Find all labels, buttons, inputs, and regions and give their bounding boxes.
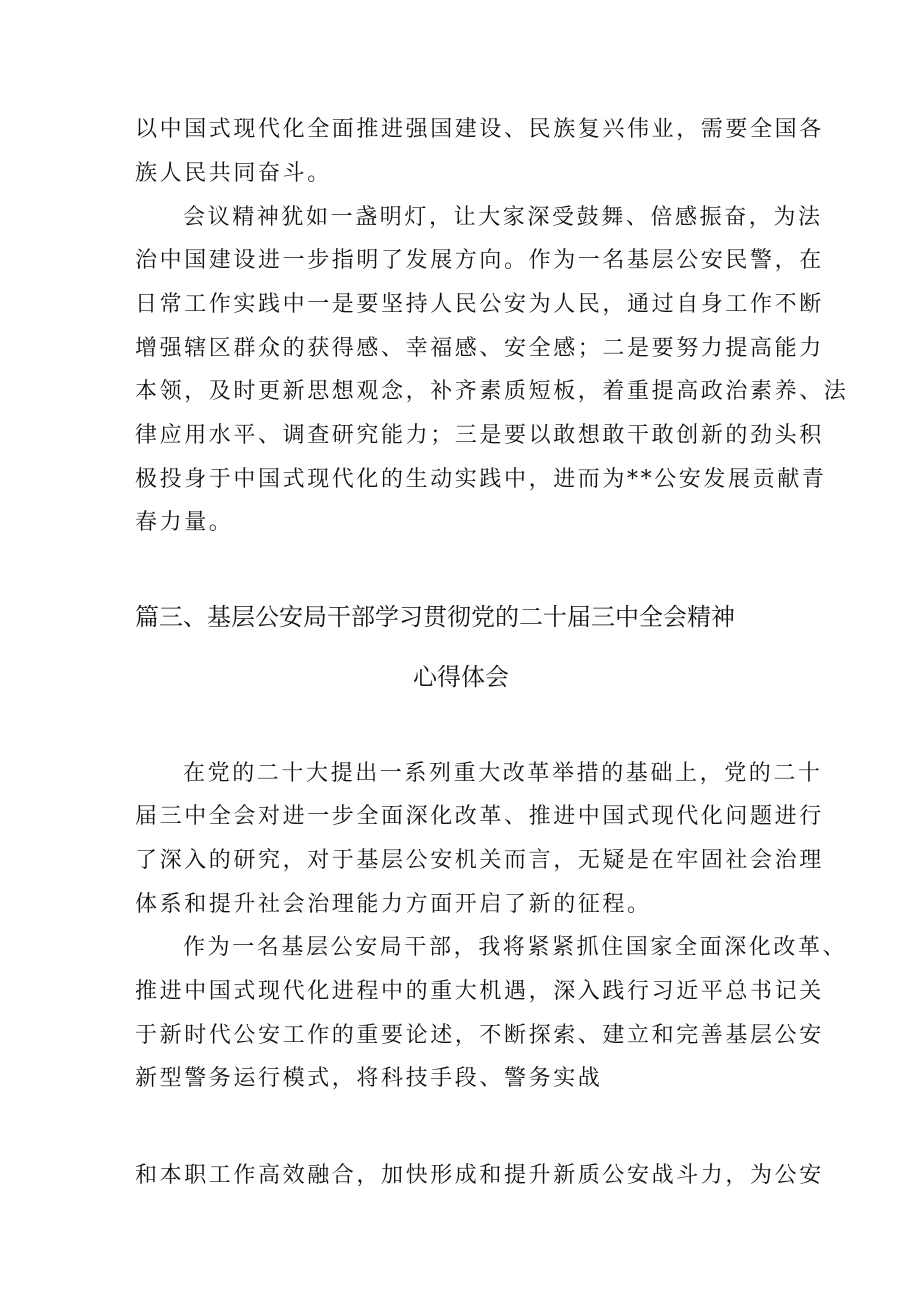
text-line: 日常工作实践中一是要坚持人民公安为人民，通过自身工作不断 [135,292,824,317]
text-line: 作为一名基层公安局干部，我将紧紧抓住国家全面深化改革、 [183,935,848,960]
text-line: 和本职工作高效融合，加快形成和提升新质公安战斗力，为公安 [135,1163,824,1188]
text-line: 增强辖区群众的获得感、幸福感、安全感；二是要努力提高能力 [135,336,824,361]
text-line: 以中国式现代化全面推进强国建设、民族复兴伟业，需要全国各 [135,117,824,142]
text-line: 了深入的研究，对于基层公安机关而言，无疑是在牢固社会治理 [135,848,824,873]
section-heading-continued: 心得体会 [413,663,509,691]
text-line: 极投身于中国式现代化的生动实践中，进而为**公安发展贡献青 [135,467,827,492]
text-line: 推进中国式现代化进程中的重大机遇，深入践行习近平总书记关 [135,979,824,1004]
text-line: 律应用水平、调查研究能力；三是要以敢想敢干敢创新的劲头积 [135,423,824,448]
text-line: 本领，及时更新思想观念，补齐素质短板，着重提高政治素养、法 [135,379,849,404]
text-line: 春力量。 [135,510,234,535]
text-line: 新型警务运行模式，将科技手段、警务实战 [135,1066,603,1091]
text-line: 会议精神犹如一盏明灯，让大家深受鼓舞、倍感振奋，为法 [183,205,823,230]
text-line: 族人民共同奋斗。 [135,161,332,186]
text-line: 于新时代公安工作的重要论述，不断探索、建立和完善基层公安 [135,1023,824,1048]
section-heading: 篇三、基层公安局干部学习贯彻党的二十届三中全会精神 [135,603,735,631]
text-line: 届三中全会对进一步全面深化改革、推进中国式现代化问题进行 [135,804,824,829]
text-line: 体系和提升社会治理能力方面开启了新的征程。 [135,892,652,917]
text-line: 在党的二十大提出一系列重大改革举措的基础上，党的二十 [183,761,823,786]
text-line: 治中国建设进一步指明了发展方向。作为一名基层公安民警，在 [135,248,824,273]
